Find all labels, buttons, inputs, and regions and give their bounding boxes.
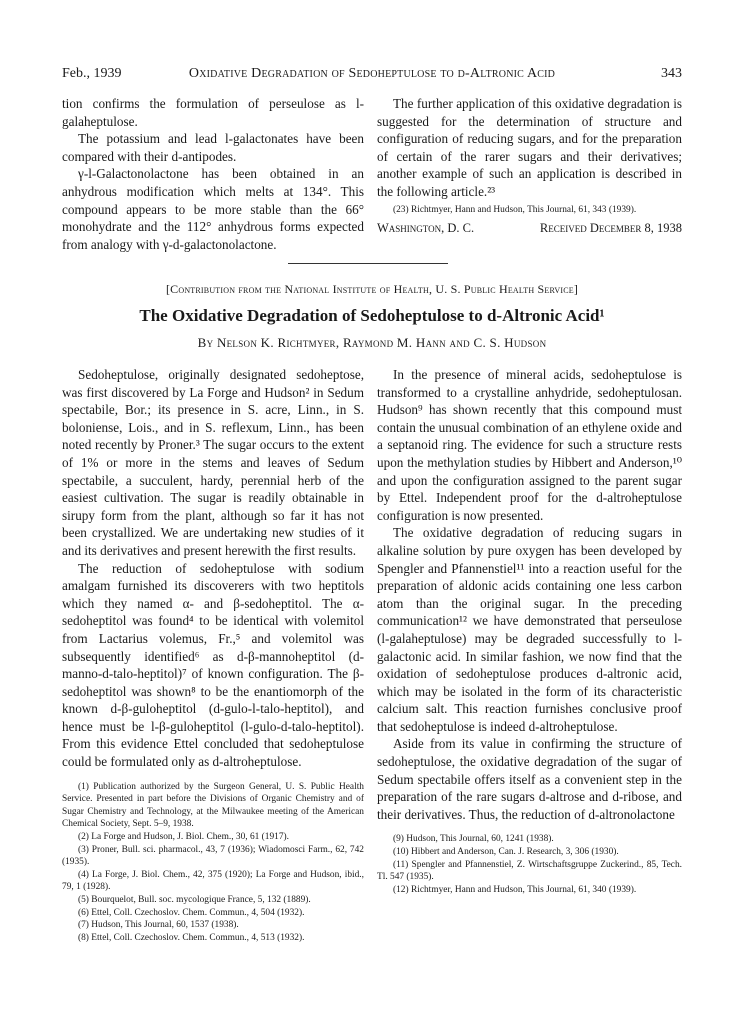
paragraph: Sedoheptulose, originally designated sedoheptose, was first discovered by La Forge and Hudson² in Sedum spectabile, Bor.; its presence in S. acre, Linn., in S. boloniense, Lois., and in S. reflexum, Linn., has been noted recently by Proner.³ The sugar occurs to the extent of 1% or more in the stems and leaves of Sedum spectabile, a succulent, hardy, perennial herb of the easiest cultivation. The sugar is readily obtainable in sirupy form from the plant, although so far it has not been crystallized. We are undertaking new studies of it and its derivatives and present herewith the first results. [62,367,364,558]
paragraph: In the presence of mineral acids, sedoheptulose is transformed to a crystalline anhydride, sedoheptulosan. Hudson⁹ has shown recently that this compound must contain the unusual combination of an ethylene oxide and a septanoid ring. The evidence for such a structure rests upon the methylation studies by Hibbert and Anderson,¹⁰ and upon the configuration assigned to the parent sugar by Ettel. Independent proof for the d-altroheptulose configuration is now presented. [377,367,682,523]
footnote: (12) Richtmyer, Hann and Hudson, This Journal, 61, 340 (1939). [393,884,637,895]
footnote: (3) Proner, Bull. sci. pharmacol., 43, 7 (1936); Wiadomosci Farm., 62, 742 (1935). [62,844,364,868]
footnote: (4) La Forge, J. Biol. Chem., 42, 375 (1920); La Forge and Hudson, ibid., 79, 1 (1928). [62,869,364,893]
paragraph: tion confirms the formulation of perseulose as l-galaheptulose. [62,96,364,129]
paragraph: The further application of this oxidative degradation is suggested for the determination of structure and configuration of reducing sugars, and for the preparation of certain of the rarer sugars and their derivatives; another example of such an application is described in the following article.²³ [377,96,682,199]
paragraph: The reduction of sedoheptulose with sodium amalgam furnished its discoverers with two heptitols which they named α- and β-sedoheptitol. The α-sedoheptitol was found⁴ to be identical with volemitol from Lactarius volemus, Fr.,⁵ and volemitol was subsequently identified⁶ as d-β-mannoheptitol (d-manno-d-talo-heptitol)⁷ of known configuration. The β-sedoheptitol was shown⁸ to be the enantiomorph of the known d-β-guloheptitol (d-gulo-l-talo-heptitol), and hence must be l-β-guloheptitol (l-gulo-d-talo-heptitol). From this evidence Ettel concluded that sedoheptulose could be formulated only as d-altroheptulose. [62,560,364,770]
footnote: (10) Hibbert and Anderson, Can. J. Research, 3, 306 (1930). [393,847,619,858]
signature-place: Washington, D. C. [377,221,475,236]
article-divider [288,263,448,264]
issue-date: Feb., 1939 [62,66,122,81]
article-left-column [62,366,364,944]
footnote: (1) Publication authorized by the Surgeon General, U. S. Public Health Service. Presented in part before the Divisions of Organic Chemistry and of Sugar Chemistry and Technology, at the Milwaukee meeting of the American Chemical Society, Sept. 5–9, 1938. [62,781,364,830]
signature-line [377,220,682,236]
article-right-column [377,366,682,896]
footnote: (23) Richtmyer, Hann and Hudson, This Journal, 61, 343 (1939). [393,204,637,215]
paragraph: Aside from its value in confirming the structure of sedoheptulose, the oxidative degradation of the sugar of Sedum spectabile offers itself as a convenient step in the preparation of the rare sugars d-altrose and d-ribose, and their derivatives. Thus, the reduction of d-altronolactone [377,736,682,822]
footnote: (8) Ettel, Coll. Czechoslov. Chem. Commun., 4, 513 (1932). [78,932,305,943]
footnote: (5) Bourquelot, Bull. soc. mycologique France, 5, 132 (1889). [78,895,311,905]
running-title: Oxidative Degradation of Sedoheptulose to d-Altronic Acid [188,66,556,81]
footnote: (2) La Forge and Hudson, J. Biol. Chem., 30, 61 (1917). [78,832,290,843]
contribution-line: [Contribution from the National Institute of Health, U. S. Public Health Service] [165,282,579,296]
running-head [62,64,682,84]
footnotes-right [377,833,682,896]
footnote: (7) Hudson, This Journal, 60, 1537 (1938). [78,920,239,931]
footnotes-left [62,781,364,945]
footnote: (11) Spengler and Pfannenstiel, Z. Wirtschaftsgruppe Zuckerind., 85, Tech. Tl. 547 (1935). [377,859,682,883]
previous-article-right-column [377,95,682,236]
previous-article-left-column [62,95,364,253]
page-number: 343 [661,66,682,81]
paragraph: The potassium and lead l-galactonates have been compared with their d-antipodes. [62,131,364,164]
paragraph: γ-l-Galactonolactone has been obtained in an anhydrous modification which melts at 134°. This compound appears to be more stable than the 66° monohydrate and the 112° anhydrous forms expected from analogy with γ-d-galactonolactone. [62,166,364,252]
paragraph: The oxidative degradation of reducing sugars in alkaline solution by pure oxygen has been developed by Spengler and Pfannenstiel¹¹ into a reaction useful for the preparation of aldonic acids containing one less carbon atom than the original sugar. In the preceding communication¹² we have demonstrated that perseulose (l-galaheptulose) may be degraded successfully to l-galactonic acid. In similar fashion, we now find that the oxidation of sedoheptulose produces d-altronic acid, which may be isolated in the form of its characteristic calcium salt. This reaction furnishes conclusive proof that sedoheptulose is indeed d-altroheptulose. [377,525,682,734]
received-date: Received December 8, 1938 [539,221,682,236]
article-title: The Oxidative Degradation of Sedoheptulose to d-Altronic Acid¹ [139,306,605,325]
footnote: (9) Hudson, This Journal, 60, 1241 (1938). [393,834,554,845]
author-line: By Nelson K. Richtmyer, Raymond M. Hann and C. S. Hudson [197,335,547,350]
footnote: (6) Ettel, Coll. Czechoslov. Chem. Commun., 4, 504 (1932). [78,907,305,918]
